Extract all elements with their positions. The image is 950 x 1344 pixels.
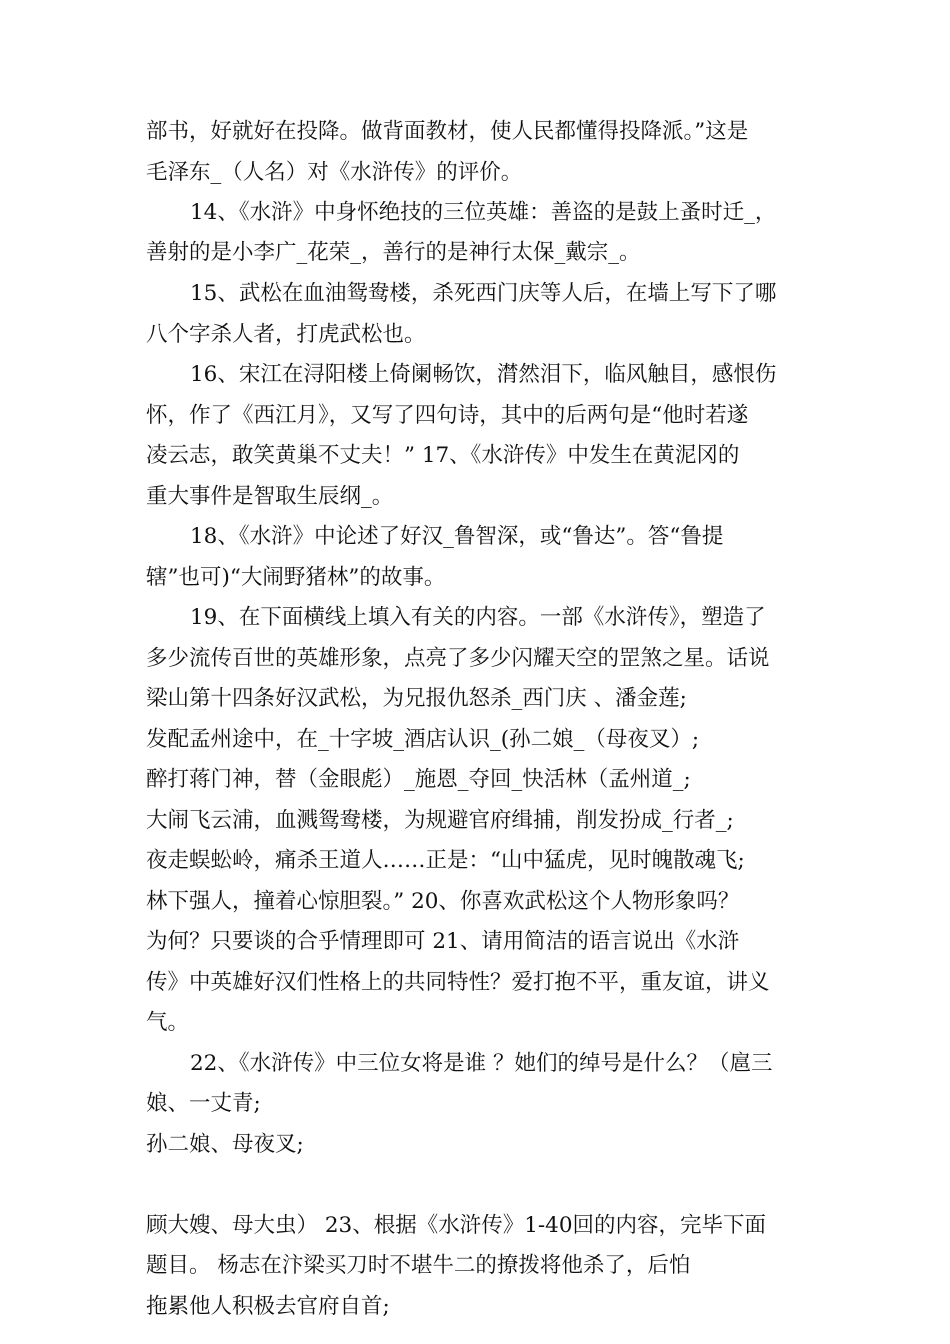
text-line: 18、《水浒》中论述了好汉_鲁智深，或“鲁达”。答“鲁提 — [190, 524, 724, 549]
text-line: 八个字杀人者，打虎武松也。 — [146, 322, 426, 347]
text-line: 为何？只要谈的合乎情理即可 21、请用简洁的语言说出《水浒 — [146, 929, 740, 954]
text-line: 发配孟州途中，在_十字坡_酒店认识_(孙二娘_（母夜叉）; — [146, 727, 700, 752]
text-line: 娘、一丈青; — [146, 1091, 261, 1116]
text-line: 重大事件是智取生辰纲_。 — [146, 484, 394, 509]
text-line: 19、在下面横线上填入有关的内容。一部《水浒传》，塑造了 — [190, 605, 766, 630]
text-line: 14、《水浒》中身怀绝技的三位英雄：善盗的是鼓上蚤时迁_， — [190, 200, 777, 225]
text-line: 16、宋江在浔阳楼上倚阑畅饮，潸然泪下，临风触目，感恨伤 — [190, 362, 777, 387]
text-line: 22、《水浒传》中三位女将是谁 ？她们的绰号是什么？（扈三 — [190, 1051, 773, 1076]
text-line: 辖”也可)“大闹野猪林”的故事。 — [146, 565, 446, 590]
text-line: 善射的是小李广_花荣_，善行的是神行太保_戴宗_。 — [146, 240, 641, 265]
text-line: 孙二娘、母夜叉; — [146, 1132, 304, 1157]
text-line: 气。 — [146, 1010, 190, 1035]
text-line: 15、武松在血油鸳鸯楼，杀死西门庆等人后，在墙上写下了哪 — [190, 281, 777, 306]
text-line: 大闹飞云浦，血溅鸳鸯楼，为规避官府缉捕，削发扮成_行者_; — [146, 808, 734, 833]
text-line: 顾大嫂、母大虫） 23、根据《水浒传》1-40回的内容，完毕下面 — [146, 1213, 766, 1238]
text-line: 多少流传百世的英雄形象，点亮了多少闪耀天空的罡煞之星。话说 — [146, 646, 770, 671]
text-line: 凌云志，敢笑黄巢不丈夫！” 17、《水浒传》中发生在黄泥冈的 — [146, 443, 740, 468]
text-line: 醉打蒋门神，替（金眼彪）_施恩_夺回_快活林（孟州道_; — [146, 767, 691, 792]
text-line: 梁山第十四条好汉武松，为兄报仇怒杀_西门庆 、潘金莲; — [146, 686, 687, 711]
text-line: 部书，好就好在投降。做背面教材，使人民都懂得投降派。”这是 — [146, 119, 749, 144]
text-line: 毛泽东_（人名）对《水浒传》的评价。 — [146, 160, 523, 185]
text-line: 夜走蜈蚣岭，痛杀王道人……正是：“山中猛虎，见时魄散魂飞; — [146, 848, 745, 873]
text-line: 怀，作了《西江月》，又写了四句诗，其中的后两句是“他时若遂 — [146, 403, 749, 428]
text-line: 传》中英雄好汉们性格上的共同特性？爱打抱不平，重友谊，讲义 — [146, 970, 770, 995]
text-line: 林下强人，撞着心惊胆裂。” 20、你喜欢武松这个人物形象吗？ — [146, 889, 740, 914]
text-line: 拖累他人积极去官府自首; — [146, 1294, 390, 1319]
text-line: 题目。 杨志在汴梁买刀时不堪牛二的撩拨将他杀了，后怕 — [146, 1253, 691, 1278]
